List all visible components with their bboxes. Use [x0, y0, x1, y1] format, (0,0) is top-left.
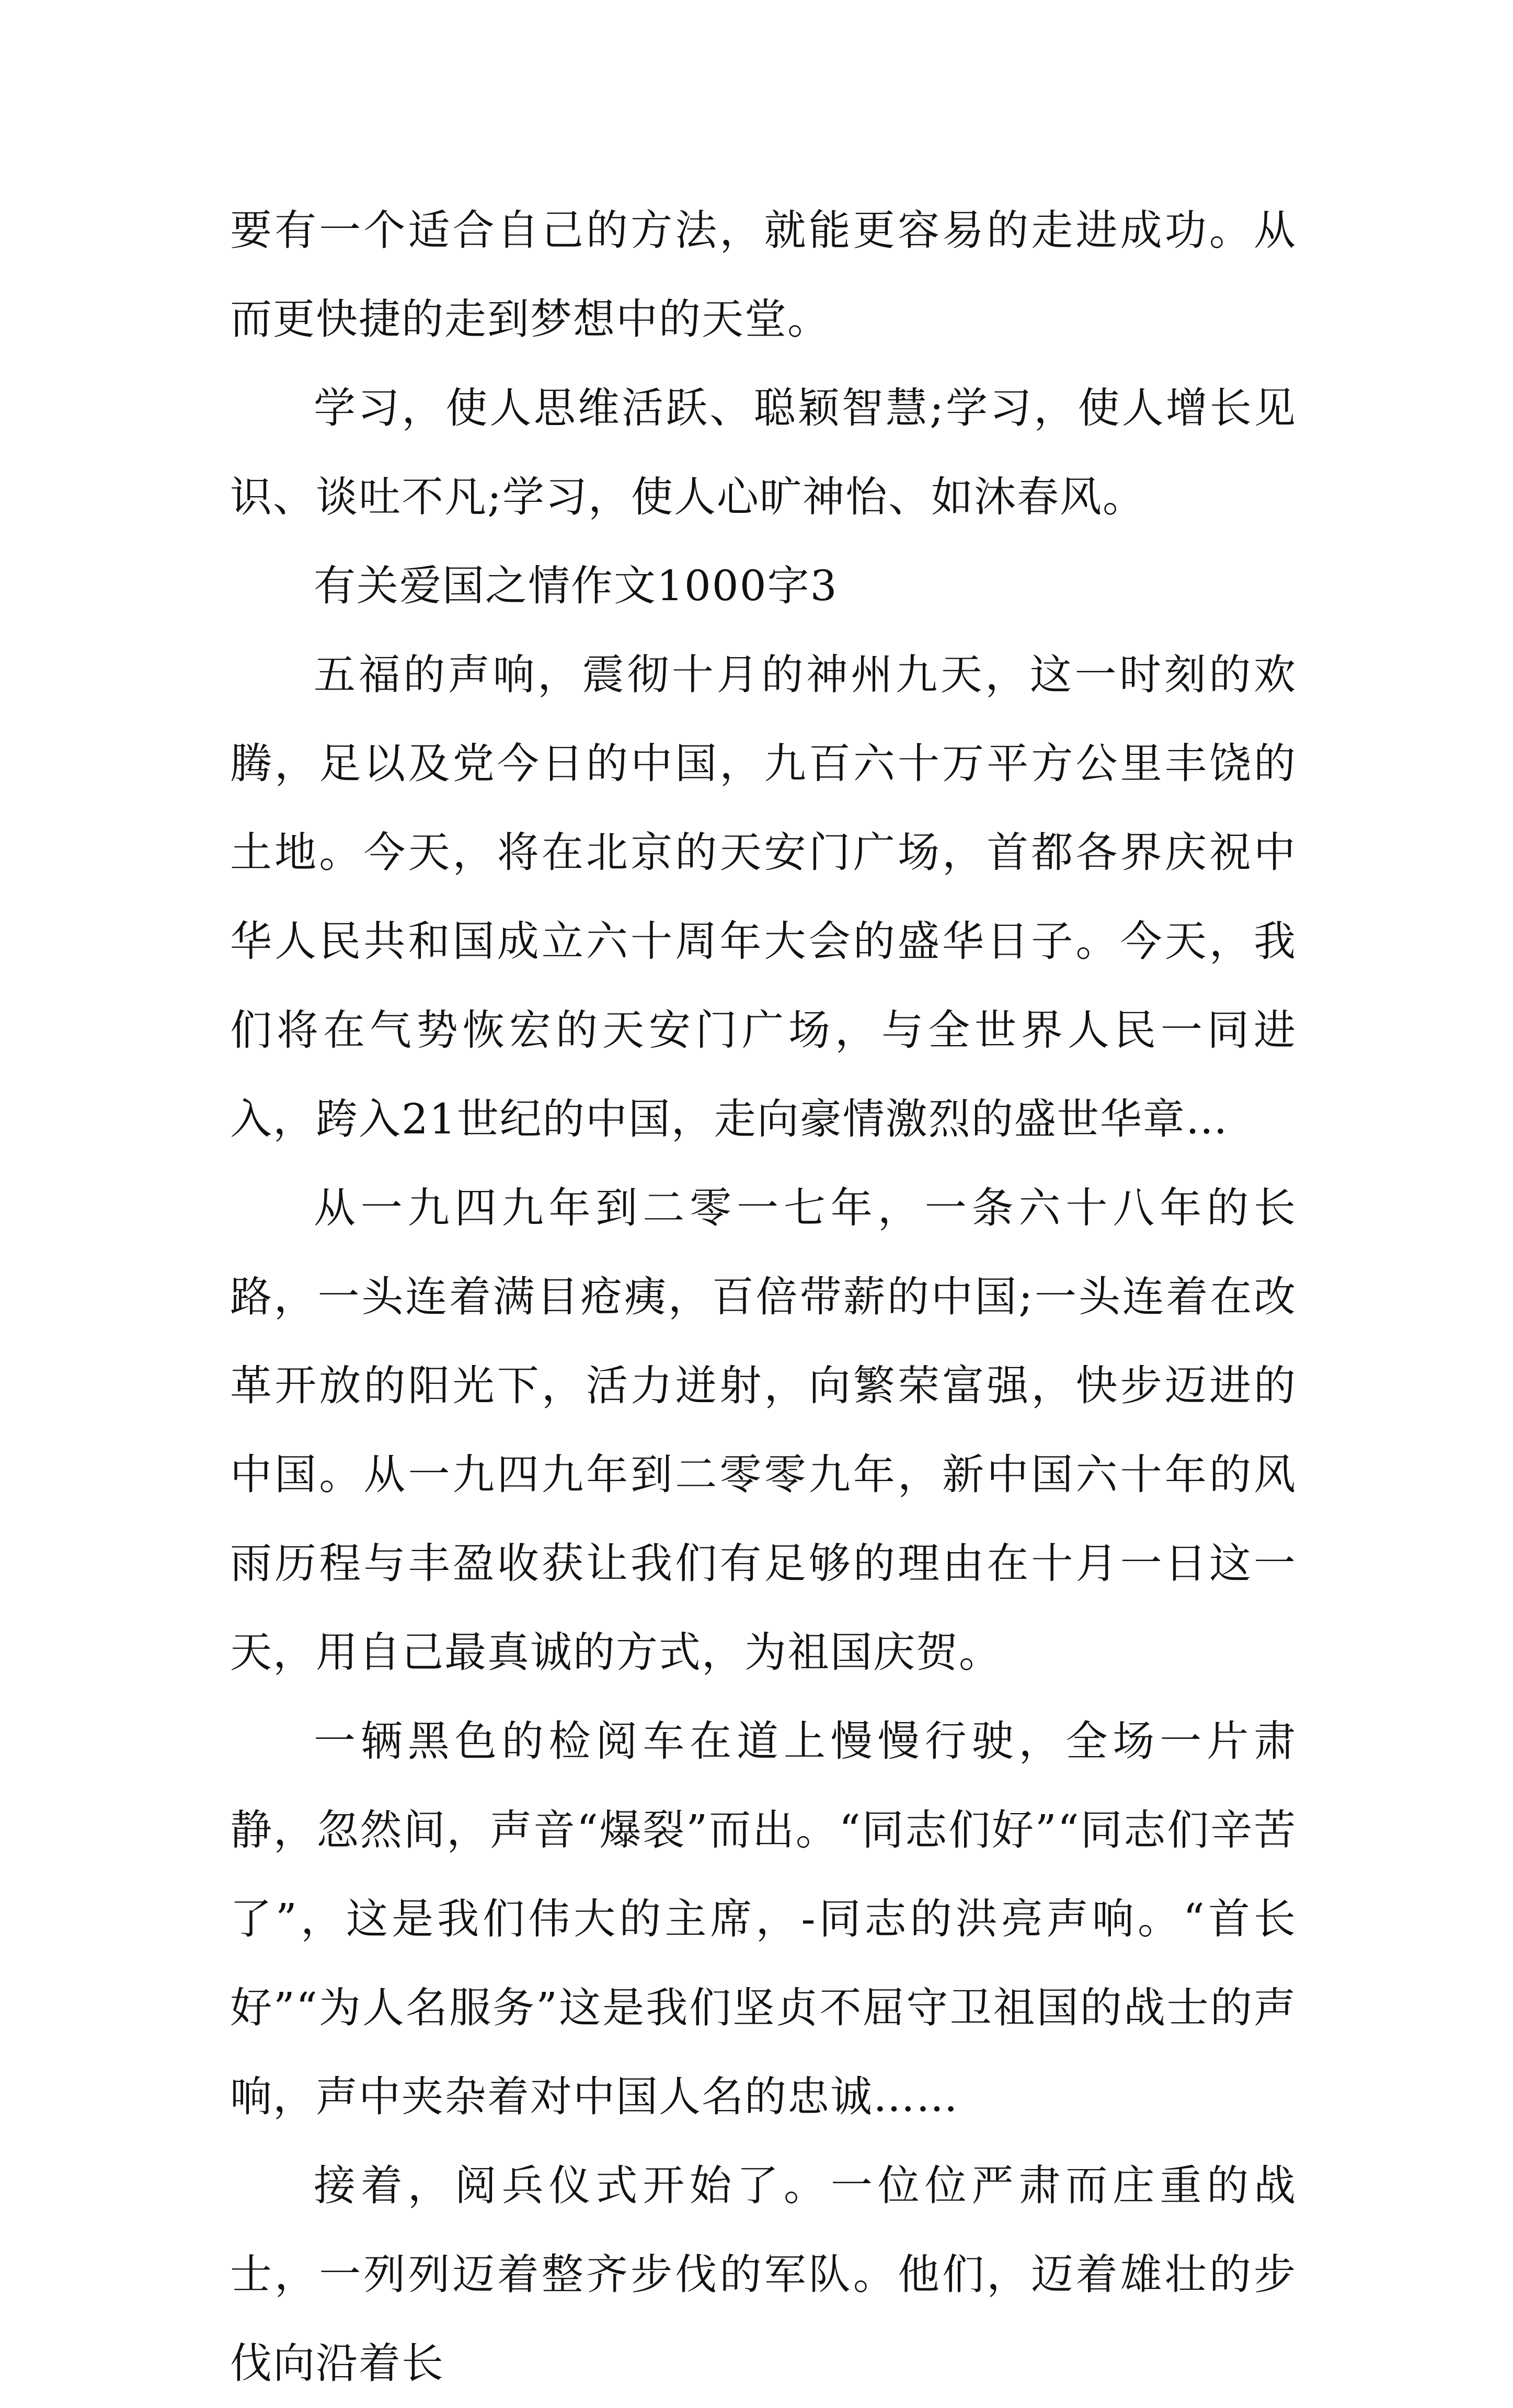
paragraph-intro: 五福的声响，震彻十月的神州九天，这一时刻的欢腾，足以及党今日的中国，九百六十万平方公里丰饶的土地。今天，将在北京的天安门广场，首都各界庆祝中华人民共和国成立六十周年大会的盛华日子。今天，我们将在气势恢宏的天安门广场，与全世界人民一同进入，跨入21世纪的中国，走向豪情激烈的盛世华章… [230, 650, 1297, 1143]
section-heading: 有关爱国之情作文1000字3 [314, 561, 838, 610]
paragraph-parade: 接着，阅兵仪式开始了。一位位严肃而庄重的战士，一列列迈着整齐步伐的军队。他们，迈着雄壮的步伐向沿着长 [230, 2161, 1297, 2388]
paragraph-continued: 要有一个适合自己的方法，就能更容易的走进成功。从而更快捷的走到梦想中的天堂。 [230, 206, 1297, 343]
paragraph-learning: 学习，使人思维活跃、聪颖智慧;学习，使人增长见识、谈吐不凡;学习，使人心旷神怡、如沐春风。 [230, 384, 1297, 521]
paragraph-review-car: 一辆黑色的检阅车在道上慢慢行驶，全场一片肃静，忽然间，声音“爆裂”而出。“同志们好”“同志们辛苦了”，这是我们伟大的主席，-同志的洪亮声响。“首长好”“为人名服务”这是我们坚贞不屈守卫祖国的战士的声响，声中夹杂着对中国人名的忠诚…… [230, 1717, 1297, 2121]
document-body [230, 186, 1297, 2408]
paragraph-history: 从一九四九年到二零一七年，一条六十八年的长路，一头连着满目疮痍，百倍带薪的中国;一头连着在改革开放的阳光下，活力迸射，向繁荣富强，快步迈进的中国。从一九四九年到二零零九年，新中国六十年的风雨历程与丰盈收获让我们有足够的理由在十月一日这一天，用自己最真诚的方式，为祖国庆贺。 [230, 1184, 1297, 1677]
